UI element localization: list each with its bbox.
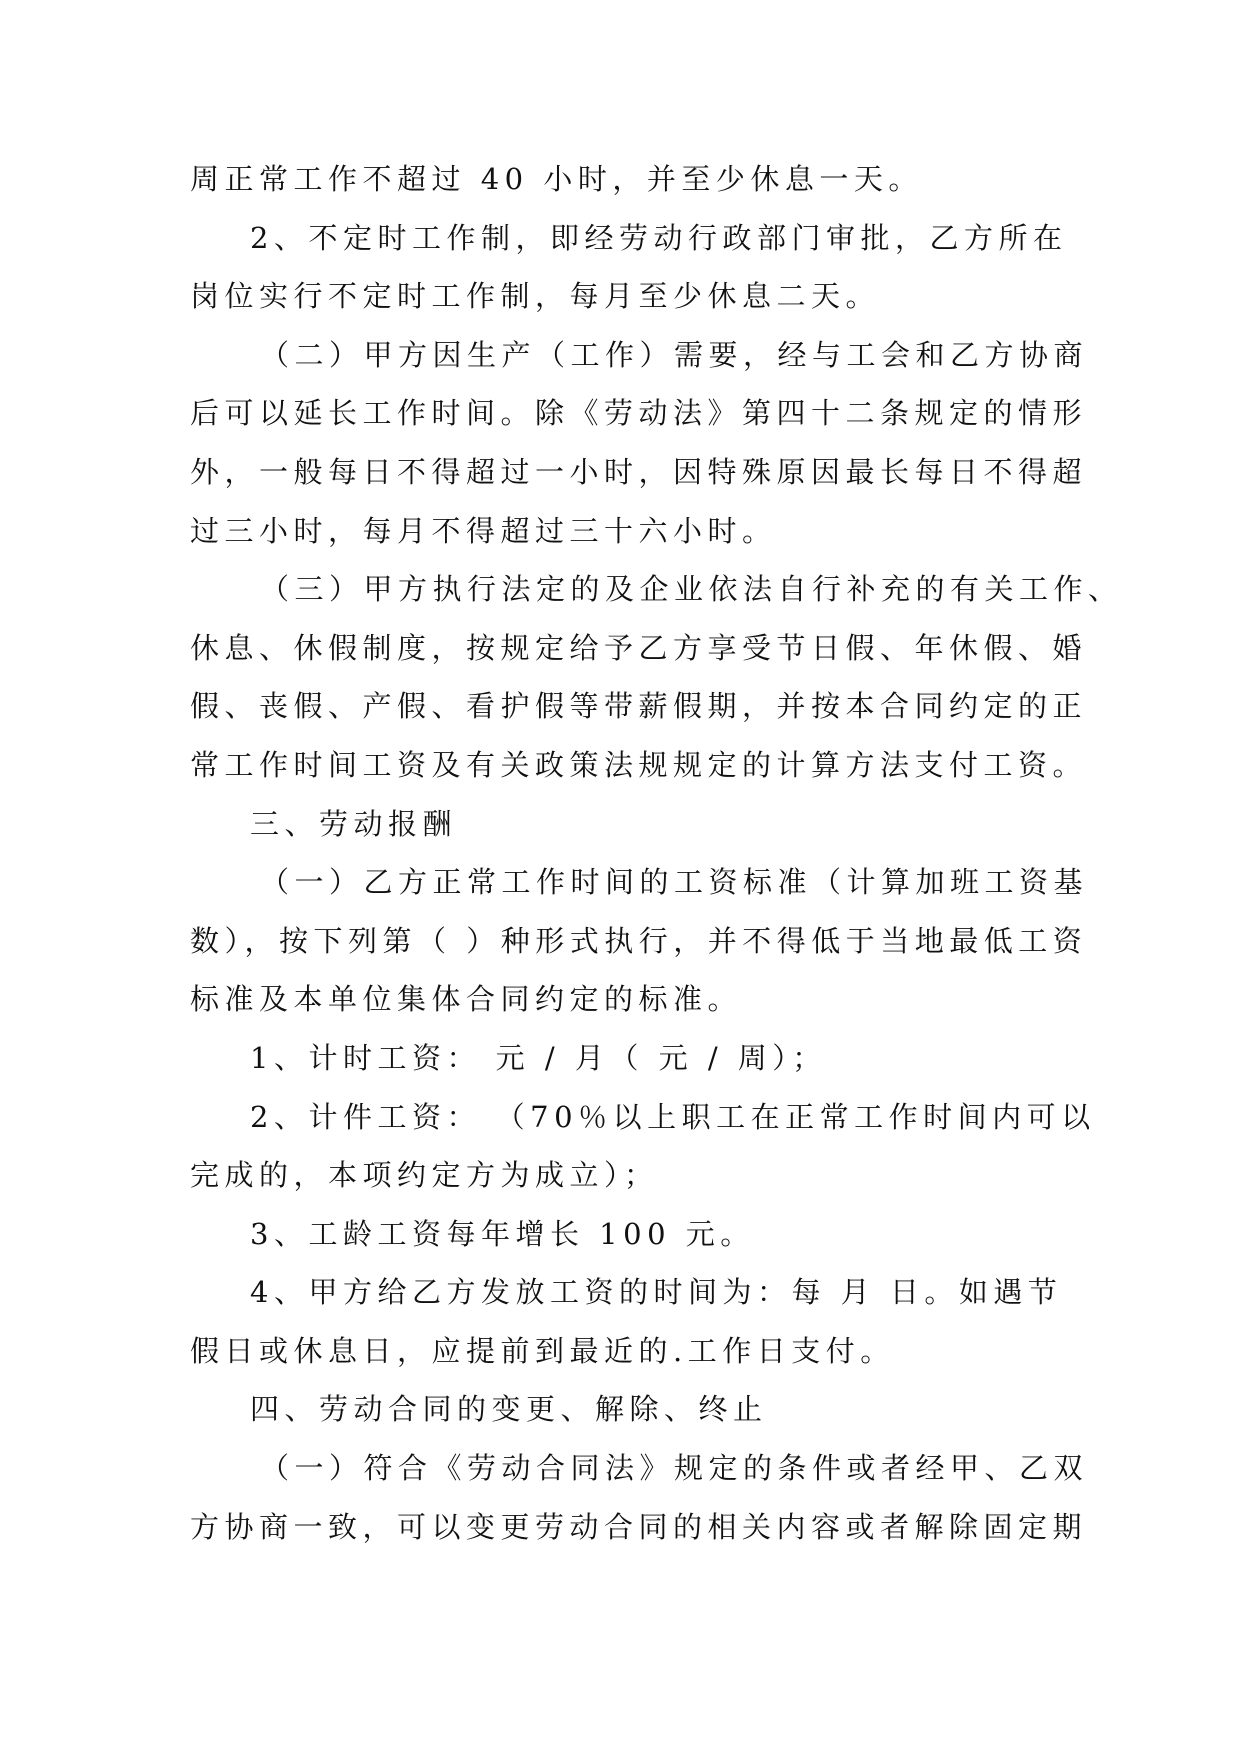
section-heading: 三、劳动报酬 [250, 806, 458, 841]
text-line: 数），按下列第（ ）种形式执行，并不得低于当地最低工资 [190, 923, 1088, 958]
section-heading: 四、劳动合同的变更、解除、终止 [250, 1392, 768, 1427]
text-line: 外，一般每日不得超过一小时，因特殊原因最长每日不得超 [190, 454, 1088, 489]
text-line: 1、计时工资： 元 / 月（ 元 / 周）； [250, 1040, 827, 1075]
text-line: 方协商一致，可以变更劳动合同的相关内容或者解除固定期 [190, 1509, 1088, 1544]
text-line: （一）乙方正常工作时间的工资标准（计算加班工资基 [260, 865, 1089, 900]
text-line: （一）符合《劳动合同法》规定的条件或者经甲、乙双 [260, 1451, 1089, 1486]
text-line: 过三小时，每月不得超过三十六小时。 [190, 513, 777, 548]
text-line: 岗位实行不定时工作制，每月至少休息二天。 [190, 279, 881, 314]
text-line: 周正常工作不超过 40 小时，并至少休息一天。 [190, 162, 923, 196]
text-line: 标准及本单位集体合同约定的标准。 [190, 982, 743, 1017]
text-line: （二）甲方因生产（工作）需要，经与工会和乙方协商 [260, 337, 1089, 372]
text-line: 4、甲方给乙方发放工资的时间为：每 月 日。如遇节 [250, 1275, 1063, 1310]
text-line: 2、计件工资： （70％以上职工在正常工作时间内可以 [250, 1099, 1096, 1134]
text-line: 休息、休假制度，按规定给予乙方享受节日假、年休假、婚 [190, 630, 1088, 665]
text-line: 3、工龄工资每年增长 100 元。 [250, 1216, 755, 1251]
text-line: 常工作时间工资及有关政策法规规定的计算方法支付工资。 [190, 747, 1088, 782]
text-line: 2、不定时工作制，即经劳动行政部门审批，乙方所在 [250, 220, 1068, 255]
text-line: （三）甲方执行法定的及企业依法自行补充的有关工作、 [260, 572, 1123, 607]
text-line: 后可以延长工作时间。除《劳动法》第四十二条规定的情形 [190, 396, 1088, 431]
document-body [190, 150, 1123, 1556]
text-line: 完成的，本项约定方为成立）； [190, 1158, 659, 1193]
text-line: 假、丧假、产假、看护假等带薪假期，并按本合同约定的正 [190, 689, 1088, 724]
text-line: 假日或休息日，应提前到最近的.工作日支付。 [190, 1333, 895, 1368]
